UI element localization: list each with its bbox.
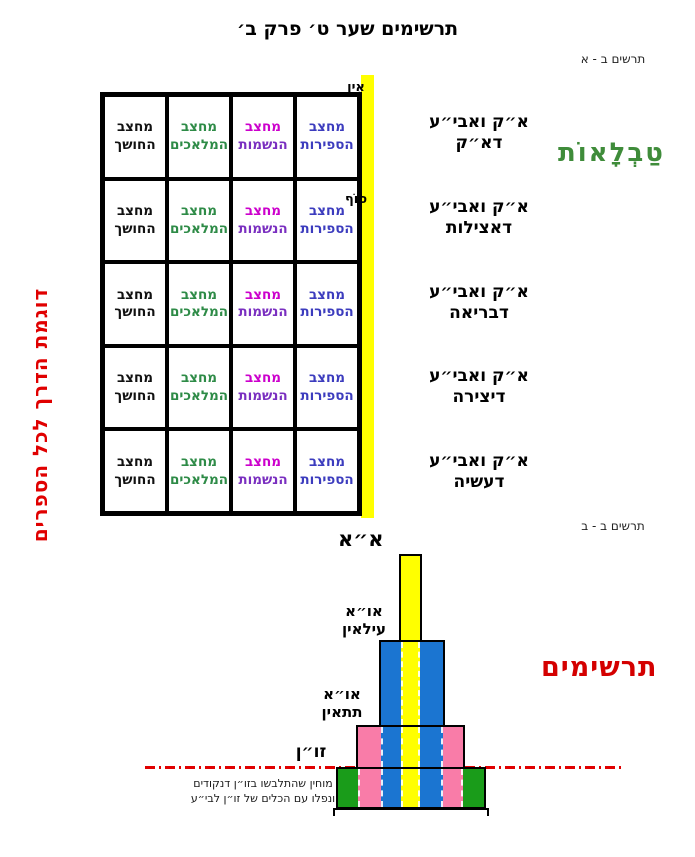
table-cell: מחצב המלאכים [167,95,231,179]
table-cell: מחצב הספירות [295,429,359,513]
table-cell: מחצב המלאכים [167,179,231,263]
row-label-atzilut: א״ק ואבי״ע דאצילות [429,197,529,238]
table-cell: מחצב החושך [103,346,167,430]
table-cell: מחצב הנשמות [231,95,295,179]
table-cell: מחצב החושך [103,429,167,513]
tier-arich-anpin [399,554,422,642]
row-label-akudim: א״ק ואבי״ע דא״ק [429,112,529,153]
row-label-beriah: א״ק ואבי״ע דבריאה [429,282,529,323]
pyramid-baseline [333,808,489,810]
tier-ava-tatain [356,725,465,769]
table-cell: מחצב הספירות [295,262,359,346]
kav-yellow-bar [361,75,374,518]
label-zun: זו״ן [295,742,327,762]
table-cell: מחצב החושך [103,262,167,346]
table-cell: מחצב הנשמות [231,346,295,430]
yellow-stripe [401,642,420,725]
quarries-table [100,92,362,516]
table-cell: מחצב המלאכים [167,429,231,513]
label-arich-anpin: א״א [338,527,384,551]
row-label-yetzirah: א״ק ואבי״ע דיצירה [429,366,529,407]
yellow-stripe [401,769,420,807]
table-cell: מחצב החושך [103,95,167,179]
diagram-b-corner-label: תרשים ב - ב [581,519,645,533]
table-cell: מחצב הנשמות [231,262,295,346]
tier-ava-ilain [379,640,445,727]
diagrams-section-label: תרשימים [541,652,658,683]
table-cell: מחצב הספירות [295,95,359,179]
label-ava-ilain: או״א עילאין [342,602,386,638]
table-cell: מחצב הנשמות [231,179,295,263]
table-cell: מחצב החושך [103,179,167,263]
page-title: תרשימים שער ט׳ פרק ב׳ [236,18,459,40]
table-cell: מחצב הספירות [295,346,359,430]
kav-bottom-text: סוֹף [344,192,368,207]
left-vertical-note: דוגמת הדרך לכל הספרים [28,287,52,543]
tables-section-label: טַבְלָאוֹת [558,138,665,168]
bottom-caption: מוחין שהתלבשו בזו״ן דנקודים ונפלו עם הכלים של זו״ן לבי״ע [190,777,336,805]
table-cell: מחצב המלאכים [167,262,231,346]
table-cell: מחצב הנשמות [231,429,295,513]
diagram-a-corner-label: תרשים ב - א [580,52,646,66]
kav-top-text: אֵין [347,80,365,95]
row-label-asiyah: א״ק ואבי״ע דעשיה [429,451,529,492]
table-cell: מחצב הספירות [295,179,359,263]
yellow-stripe [401,727,420,767]
label-ava-tatain: או״א תתאין [321,685,363,721]
table-cell: מחצב המלאכים [167,346,231,430]
tier-zun [336,767,486,809]
